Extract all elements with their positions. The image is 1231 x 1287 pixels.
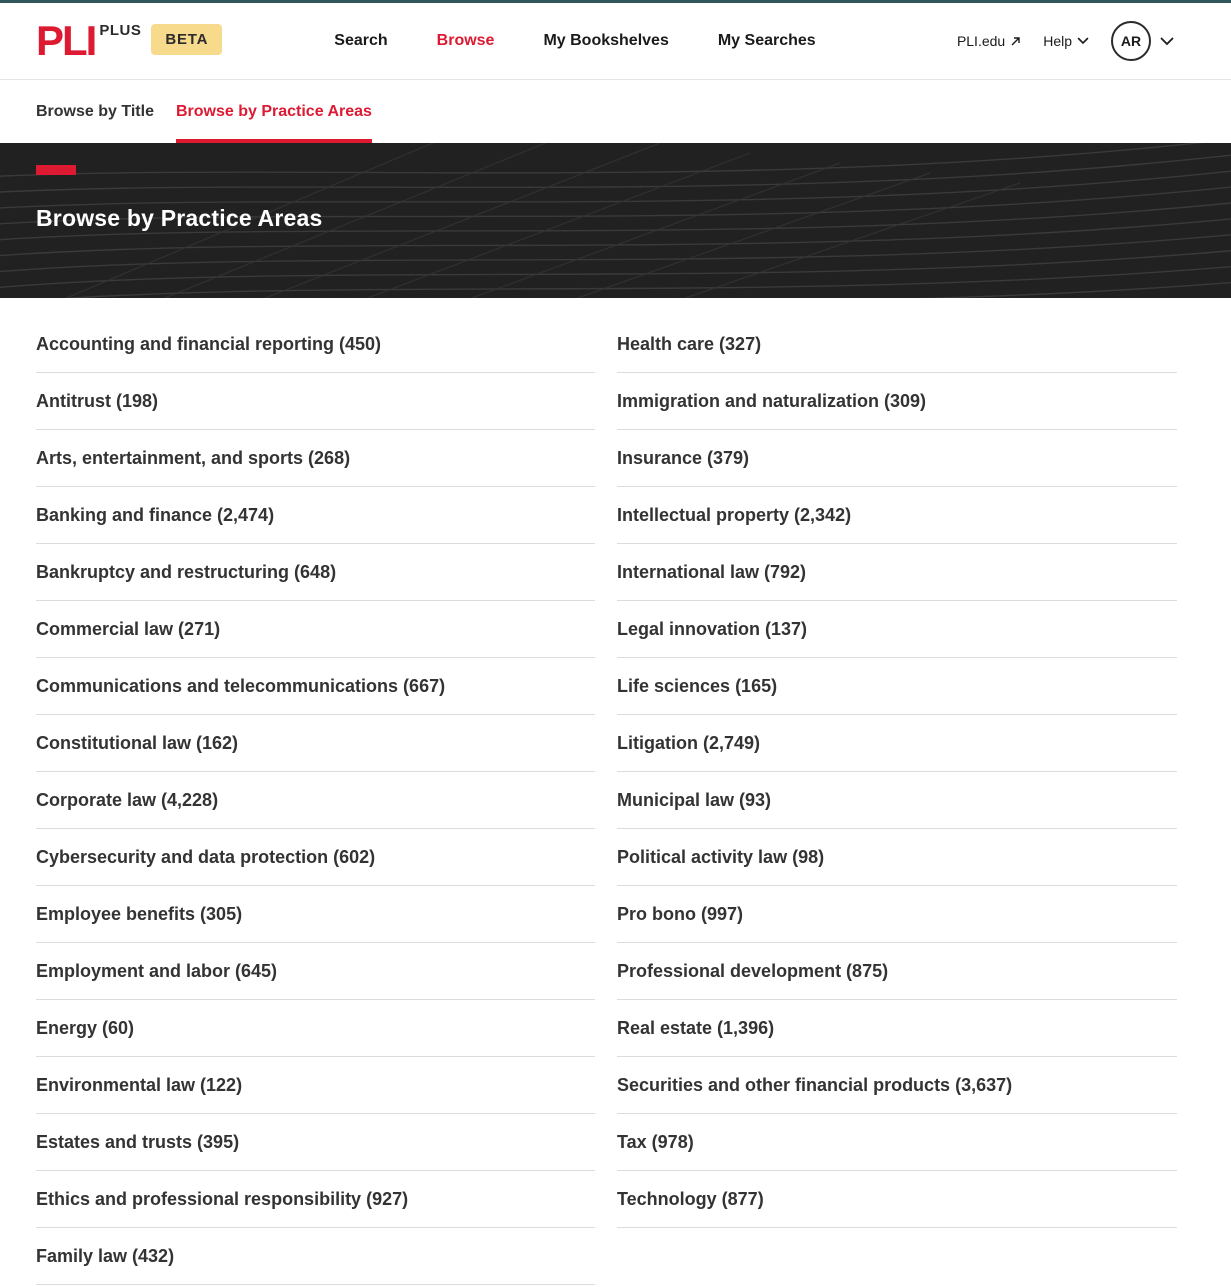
practice-area-link[interactable]: Pro bono (997) bbox=[617, 903, 744, 924]
header-utilities bbox=[957, 21, 1174, 61]
practice-area-link[interactable]: Communications and telecommunications (667) bbox=[36, 675, 446, 696]
practice-area-link[interactable]: Immigration and naturalization (309) bbox=[617, 390, 927, 411]
practice-area-link[interactable]: Estates and trusts (395) bbox=[36, 1131, 240, 1152]
subnav-item-browse-by-practice-areas[interactable]: Browse by Practice Areas bbox=[176, 80, 372, 143]
pli-edu-link[interactable] bbox=[957, 33, 1021, 49]
list-item bbox=[36, 1057, 595, 1114]
list-item bbox=[617, 1000, 1177, 1057]
list-item bbox=[36, 658, 595, 715]
list-item bbox=[617, 544, 1177, 601]
practice-area-link[interactable]: Environmental law (122) bbox=[36, 1074, 243, 1095]
list-item bbox=[617, 658, 1177, 715]
practice-area-link[interactable]: Constitutional law (162) bbox=[36, 732, 239, 753]
nav-item-search[interactable]: Search bbox=[334, 32, 388, 49]
practice-area-link[interactable]: Health care (327) bbox=[617, 333, 762, 354]
list-item bbox=[617, 829, 1177, 886]
list-item bbox=[36, 601, 595, 658]
list-item bbox=[36, 316, 595, 373]
external-link-icon bbox=[1010, 36, 1021, 47]
list-item bbox=[36, 1228, 595, 1285]
browse-subnav bbox=[0, 80, 1231, 143]
pli-edu-link-label: PLI.edu bbox=[956, 33, 1006, 49]
practice-areas-right-column bbox=[617, 316, 1177, 1285]
practice-area-link[interactable]: Antitrust (198) bbox=[36, 390, 159, 411]
practice-area-link[interactable]: Municipal law (93) bbox=[617, 789, 772, 810]
list-item bbox=[36, 829, 595, 886]
practice-area-link[interactable]: Legal innovation (137) bbox=[617, 618, 808, 639]
practice-area-link[interactable]: Ethics and professional responsibility (927) bbox=[36, 1188, 409, 1209]
practice-area-link[interactable]: Political activity law (98) bbox=[617, 846, 825, 867]
pli-logo[interactable] bbox=[36, 17, 222, 65]
practice-area-link[interactable]: Energy (60) bbox=[36, 1017, 135, 1038]
list-item bbox=[36, 886, 595, 943]
beta-badge: BETA bbox=[151, 24, 222, 55]
avatar[interactable] bbox=[1111, 21, 1151, 61]
list-item bbox=[617, 316, 1177, 373]
hero-accent-bar bbox=[36, 165, 76, 175]
help-menu-label: Help bbox=[1043, 33, 1072, 49]
nav-item-my-bookshelves[interactable]: My Bookshelves bbox=[543, 32, 669, 49]
list-item bbox=[36, 715, 595, 772]
list-item bbox=[36, 430, 595, 487]
hero-banner bbox=[0, 143, 1231, 298]
list-item bbox=[617, 943, 1177, 1000]
list-item bbox=[36, 487, 595, 544]
main-nav bbox=[334, 32, 815, 50]
practice-area-link[interactable]: Employment and labor (645) bbox=[36, 960, 278, 981]
header bbox=[0, 3, 1231, 80]
practice-area-link[interactable]: Tax (978) bbox=[617, 1131, 694, 1152]
list-item bbox=[36, 1000, 595, 1057]
practice-area-link[interactable]: Technology (877) bbox=[617, 1188, 764, 1209]
practice-area-link[interactable]: Commercial law (271) bbox=[36, 618, 221, 639]
list-item bbox=[617, 1171, 1177, 1228]
practice-area-link[interactable]: Corporate law (4,228) bbox=[36, 789, 219, 810]
list-item bbox=[617, 886, 1177, 943]
page-title: Browse by Practice Areas bbox=[36, 205, 323, 231]
list-item bbox=[617, 430, 1177, 487]
list-item bbox=[617, 715, 1177, 772]
practice-area-link[interactable]: Family law (432) bbox=[36, 1245, 175, 1266]
logo-plus-label: PLUS bbox=[99, 22, 142, 40]
practice-area-link[interactable]: Securities and other financial products (3,637) bbox=[617, 1074, 1013, 1095]
list-item bbox=[617, 1114, 1177, 1171]
list-item bbox=[36, 772, 595, 829]
chevron-down-icon bbox=[1160, 37, 1174, 46]
nav-item-browse[interactable]: Browse bbox=[436, 32, 495, 49]
list-item bbox=[36, 1114, 595, 1171]
nav-item-my-searches[interactable]: My Searches bbox=[717, 32, 816, 49]
practice-area-link[interactable]: Professional development (875) bbox=[617, 960, 889, 981]
subnav-item-browse-by-title[interactable]: Browse by Title bbox=[36, 102, 154, 120]
practice-areas-list bbox=[0, 298, 1231, 1285]
practice-area-link[interactable]: Banking and finance (2,474) bbox=[36, 504, 275, 525]
list-item bbox=[617, 373, 1177, 430]
pli-logo-text: PLI bbox=[36, 17, 96, 65]
list-item bbox=[617, 487, 1177, 544]
list-item bbox=[36, 1171, 595, 1228]
practice-area-link[interactable]: Life sciences (165) bbox=[617, 675, 778, 696]
practice-area-link[interactable]: Accounting and financial reporting (450) bbox=[36, 333, 382, 354]
account-menu[interactable] bbox=[1111, 21, 1174, 61]
practice-area-link[interactable]: Litigation (2,749) bbox=[617, 732, 761, 753]
practice-area-link[interactable]: Bankruptcy and restructuring (648) bbox=[36, 561, 337, 582]
practice-area-link[interactable]: Insurance (379) bbox=[617, 447, 750, 468]
list-item bbox=[617, 772, 1177, 829]
list-item bbox=[617, 1057, 1177, 1114]
list-item bbox=[36, 544, 595, 601]
list-item bbox=[36, 373, 595, 430]
practice-area-link[interactable]: Employee benefits (305) bbox=[36, 903, 243, 924]
help-menu[interactable] bbox=[1043, 33, 1089, 49]
avatar-initials: AR bbox=[1120, 33, 1142, 49]
list-item bbox=[617, 601, 1177, 658]
chevron-down-icon bbox=[1077, 37, 1089, 45]
practice-area-link[interactable]: Cybersecurity and data protection (602) bbox=[36, 846, 376, 867]
practice-area-link[interactable]: Real estate (1,396) bbox=[617, 1017, 775, 1038]
practice-areas-left-column bbox=[36, 316, 595, 1285]
list-item bbox=[36, 943, 595, 1000]
practice-area-link[interactable]: Arts, entertainment, and sports (268) bbox=[36, 447, 351, 468]
practice-area-link[interactable]: Intellectual property (2,342) bbox=[617, 504, 852, 525]
practice-area-link[interactable]: International law (792) bbox=[617, 561, 807, 582]
